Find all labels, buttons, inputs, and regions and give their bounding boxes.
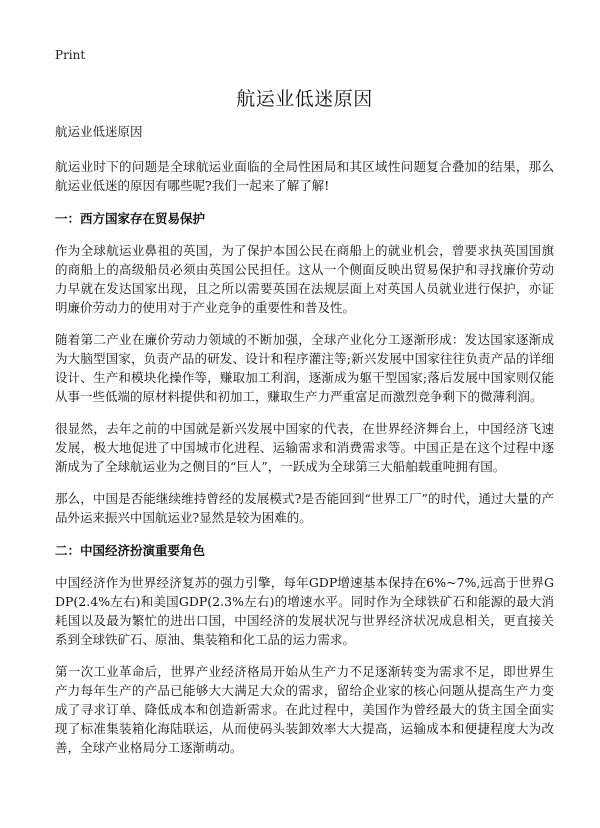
page-title: 航运业低迷原因	[236, 88, 373, 110]
section-heading-1: 一：西方国家存在贸易保护	[55, 211, 206, 226]
paragraph: 那么，中国是否能继续维持曾经的发展模式?是否能回到“世界工厂”的时代，通过大量的产品外运来振兴中国航运业?显然是较为困难的。	[55, 491, 554, 525]
paragraph: 作为全球航运业鼻祖的英国，为了保护本国公民在商船上的就业机会，曾要求执英国国旗的商船上的高级船员必须由英国公民担任。这从一个侧面反映出贸易保护和寻找廉价劳动力早就在发达国家出现，且之所以需要英国在法规层面上对英国人员就业进行保护，亦证明廉价劳动力的使用对于产业竞争的重要性和普及性。	[55, 243, 554, 315]
document-subtitle: 航运业低迷原因	[55, 124, 143, 139]
print-link[interactable]: Print	[55, 48, 86, 62]
paragraph: 第一次工业革命后，世界产业经济格局开始从生产力不足逐渐转变为需求不足，即世界生产力每年生产的产品已能够大大满足大众的需求，留给企业家的核心问题从提高生产力变成了寻求订单、降低成本和创造新需求。在此过程中，美国作为曾经最大的货主国全面实现了标准集装箱化海陆联运，从而使码头装卸效率大大提高，运输成本和便捷程度大为改善，全球产业格局分工逐渐萌动。	[55, 664, 554, 755]
paragraph: 很显然，去年之前的中国就是新兴发展中国家的代表，在世界经济舞台上，中国经济飞速发展，极大地促进了中国城市化进程、运输需求和消费需求等。中国正是在这个过程中逐渐成为了全球航运业为之侧目的“巨人”，一跃成为全球第三大船舶载重吨拥有国。	[55, 421, 554, 474]
paragraph: 中国经济作为世界经济复苏的强力引擎，每年GDP增速基本保持在6%~7%,远高于世界GDP(2.4%左右)和美国GDP(2.3%左右)的增速水平。同时作为全球铁矿石和能源的最大消耗国以及最为繁忙的进出口国，中国经济的发展状况与世界经济状况成息相关，更直接关系到全球铁矿石、原油、集装箱和化工品的运力需求。	[55, 575, 554, 647]
section-heading-2: 二：中国经济扮演重要角色	[55, 543, 206, 558]
paragraph: 随着第二产业在廉价劳动力领域的不断加强，全球产业化分工逐渐形成：发达国家逐渐成为大脑型国家，负责产品的研发、设计和程序灌注等;新兴发展中国家往往负责产品的详细设计、生产和模块化操作等，赚取加工利润，逐渐成为躯干型国家;落后发展中国家则仅能从事一些低端的原材料提供和初加工，赚取生产力严重富足而激烈竞争剩下的微薄利润。	[55, 332, 554, 404]
intro-paragraph: 航运业时下的问题是全球航运业面临的全局性困局和其区域性问题复合叠加的结果，那么航运业低迷的原因有哪些呢?我们一起来了解了解!	[55, 159, 554, 193]
